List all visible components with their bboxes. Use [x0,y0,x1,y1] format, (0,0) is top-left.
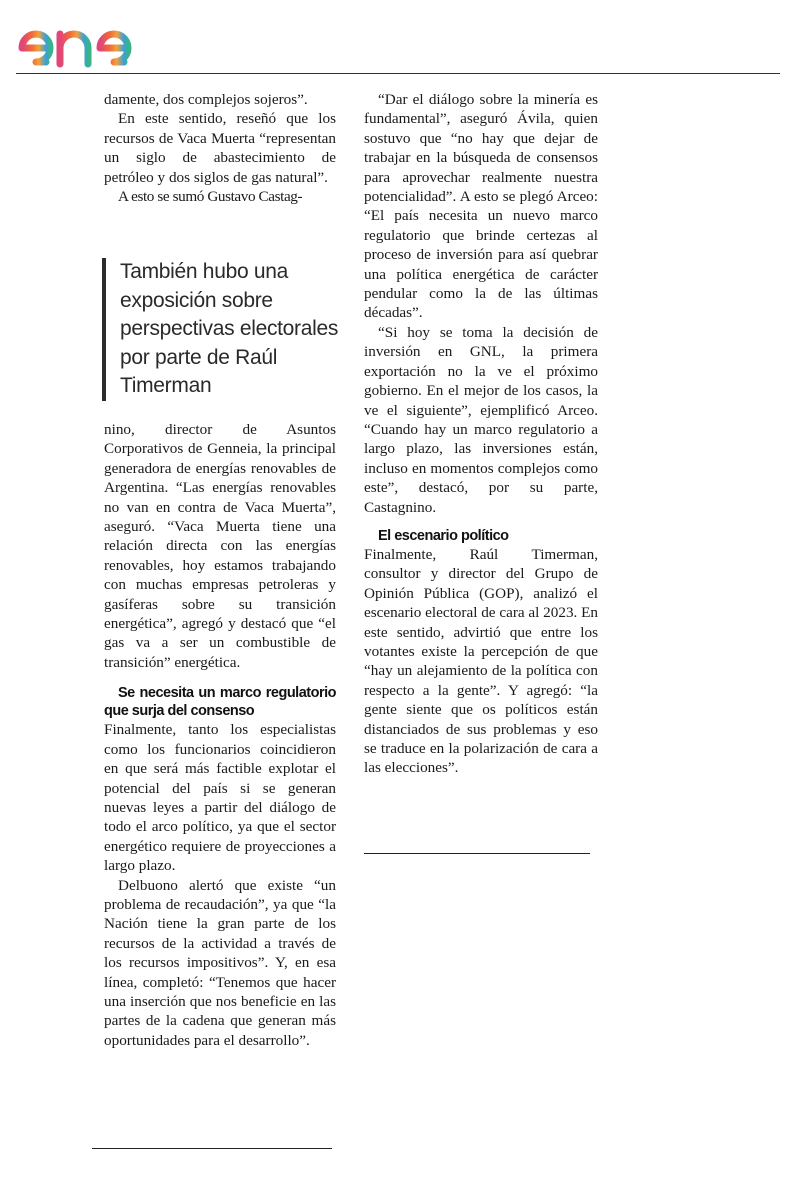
paragraph: Finalmente, Raúl Timerman, consultor y director del Grupo de Opinión Pública (GOP), analizó el escenario electoral de cara al 2023. En este sentido, advirtió que entre los votantes existe la percepción de que “hay un alejamiento de la política con respecto a la gente”. Y agregó: “la gente siente que os políticos están distanciados de sus problemas y eso se traduce en la polarización de cara a las elecciones”. [364,545,599,777]
paragraph: Delbuono alertó que existe “un problema de recaudación”, ya que “la Nación tiene la gran parte de los recursos de la actividad a través de los recursos impositivos”. Y, en esa línea, completó: “Tenemos que hacer una inserción que nos beneficie en las partes de la cadena que generan más oportunidades para el desarrollo”. [104,876,336,1049]
paragraph: damente, dos complejos sojeros”. [104,91,308,108]
paragraph: nino, director de Asuntos Corporativos de Genneia, la principal generadora de energías renovables de Argentina. “Las energías renovables no van en contra de Vaca Muerta”, aseguró. “Vaca Muerta tiene una relación directa con las energías renovables, hoy estamos trabajando con muchas empresas petroleras y gasíferas sobre su transición energética”, agregó y destacó que “el gas va a ser un combustible de transición” energética. [104,421,336,671]
enel-logo [16,8,176,70]
left-column-top [104,90,336,206]
end-rule [92,1148,332,1149]
paragraph: Finalmente, tanto los especialistas como los funcionarios coincidieron en que será más factible explotar el potencial del país si se generan nuevas leyes a partir del diálogo de todo el arco político, ya que el sector energético requiere de proyecciones a largo plazo. [104,721,336,875]
section-heading: El escenario político [378,527,509,544]
paragraph: “Si hoy se toma la decisión de inversión en GNL, la primera exportación no la ve el próximo gobierno. En el mejor de los casos, la ve el siguiente”, ejemplificó Arceo. “Cuando hay un marco regulatorio a largo plazo, las inversiones están, incluso en momentos complejos como este”, destacó, por su parte, Castagnino. [364,323,598,516]
header-rule [16,73,780,74]
paragraph: “Dar el diálogo sobre la minería es fundamental”, aseguró Ávila, quien sostuvo que “no hay que dejar de trabajar en la búsqueda de consensos para aprovechar realmente nuestra potencialidad”. A esto se plegó Arceo: “El país necesita un nuevo marco regulatorio que brinde certezas al proceso de inversión para así quebrar una política energética de carácter pendular como la de las últimas décadas”. [364,91,598,322]
section-heading: Se necesita un marco regulatorio que surja del consenso [104,685,336,720]
paragraph: A esto se sumó Gustavo Castag- [118,188,303,206]
left-column-bottom [104,420,336,1050]
right-column [364,90,598,778]
paragraph: En este sentido, reseñó que los recursos de Vaca Muerta “representan un siglo de abastecimiento de petróleo y dos siglos de gas natural”. [104,110,336,186]
end-rule [364,853,590,854]
pull-quote: También hubo una exposición sobre perspectivas electorales por parte de Raúl Timerman [102,258,360,401]
